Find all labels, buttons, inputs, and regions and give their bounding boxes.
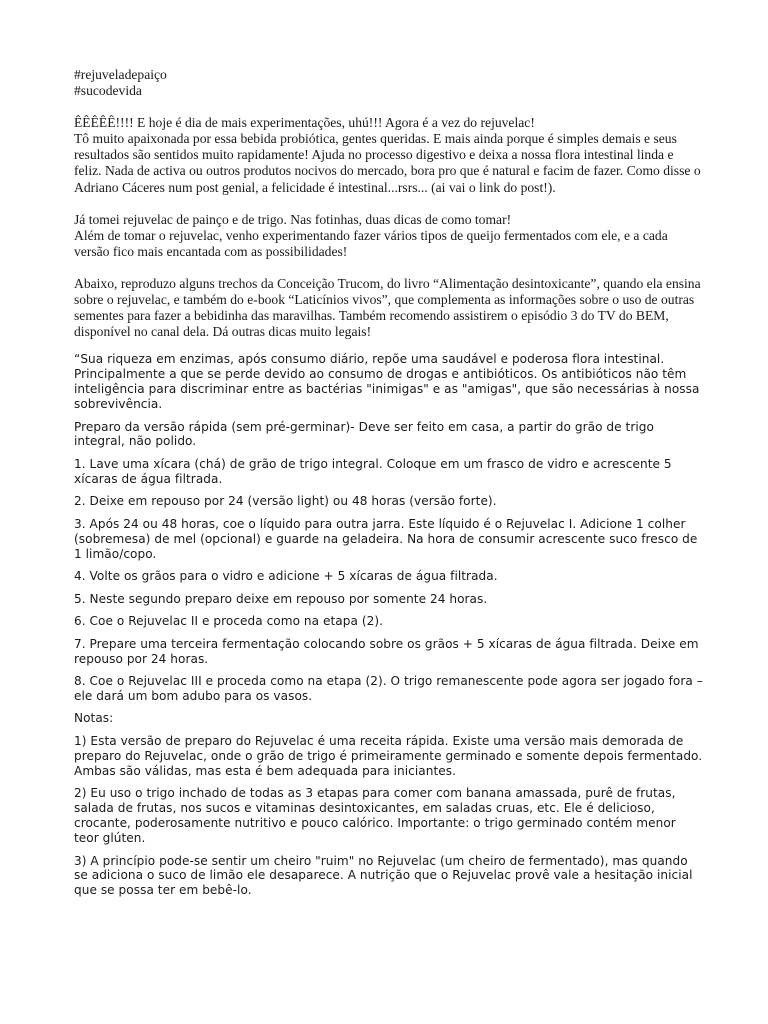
document-page [74, 67, 704, 906]
note-item: 3) A princípio pode-se sentir um cheiro "ruim" no Rejuvelac (um cheiro de fermentado), mas quando se adiciona o suco de limão ele desaparece. A nutrição que o Rejuvelac provê vale a hesitação inicial que se possa ter em bebê-lo. [74, 853, 693, 898]
quote-paragraph: Preparo da versão rápida (sem pré-germinar)- Deve ser feito em casa, a partir do grão de trigo integral, não polido. [74, 419, 654, 449]
hashtag-rejuveladepainco: #rejuveladepaiço [74, 67, 167, 82]
note-item: 2) Eu uso o trigo inchado de todas as 3 etapas para comer com banana amassada, purê de frutas, salada de frutas, nos sucos e vitaminas desintoxicantes, em saladas cruas, etc. Ele é delicioso, crocante, poderosamente nutritivo e pouco calórico. Importante: o trigo germinado contém menor teor glúten. [74, 786, 676, 845]
intro-paragraph: Abaixo, reproduzo alguns trechos da Conceição Trucom, do livro “Alimentação desintoxicante”, quando ela ensina sobre o rejuvelac, e também do e-book “Laticínios vivos”, que complementa as informações sobre o uso de outras sementes para fazer a bebidinha das maravilhas. Também recomendo assistirem o episódio 3 do TV do BEM, disponível no canal dela. Dá outras dicas muito legais! [74, 275, 701, 340]
intro-paragraph: ÊÊÊÊÊ!!!! E hoje é dia de mais experimentações, uhú!!! Agora é a vez do rejuvelac! Tô muito apaixonada por essa bebida probiótica, gentes queridas. E mais ainda porque é simples demais e seus resultados são sentidos muito rapidamente! Ajuda no processo digestivo e deixa a nossa flora intestinal linda e feliz. Nada de activa ou outros produtos nocivos do mercado, bora pro que é natural e facim de fazer. Como disse o Adriano Cáceres num post genial, a felicidade é intestinal...rsrs... (ai vai o link do post!). [74, 115, 701, 195]
step-item: 8. Coe o Rejuvelac III e proceda como na etapa (2). O trigo remanescente pode agora ser jogado fora – ele dará um bom adubo para os vasos. [74, 674, 703, 703]
step-item: 1. Lave uma xícara (chá) de grão de trigo integral. Coloque em um frasco de vidro e acrescente 5 xícaras de água filtrada. [74, 456, 672, 486]
hashtags [74, 67, 704, 99]
quote-paragraph: “Sua riqueza em enzimas, após consumo diário, repõe uma saudável e poderosa flora intestinal. Principalmente a que se perde devido ao consumo de drogas e antibióticos. Os antibióticos não têm inteligência para discriminar entre as bactérias "inimigas" e as "amigas", que são necessárias à nossa sobrevivência. [74, 352, 700, 412]
notes-heading: Notas: [74, 711, 114, 726]
step-item: 3. Após 24 ou 48 horas, coe o líquido para outra jarra. Este líquido é o Rejuvelac I. Adicione 1 colher (sobremesa) de mel (opcional) e guarde na geladeira. Na hora de consumir acrescente suco fresco de 1 limão/copo. [74, 516, 698, 561]
note-item: 1) Esta versão de preparo do Rejuvelac é uma receita rápida. Existe uma versão mais demorada de preparo do Rejuvelac, onde o grão de trigo é primeiramente germinado e somente depois fermentado. Ambas são válidas, mas esta é bem adequada para iniciantes. [74, 733, 703, 778]
step-item: 6. Coe o Rejuvelac II e proceda como na etapa (2). [74, 614, 383, 629]
step-item: 4. Volte os grãos para o vidro e adicione + 5 xícaras de água filtrada. [74, 569, 498, 584]
step-item: 2. Deixe em repouso por 24 (versão light) ou 48 horas (versão forte). [74, 494, 497, 509]
step-item: 5. Neste segundo preparo deixe em repouso por somente 24 horas. [74, 591, 488, 606]
quote-section [74, 352, 704, 898]
intro-paragraph: Já tomei rejuvelac de painço e de trigo. Nas fotinhas, duas dicas de como tomar! Além de tomar o rejuvelac, venho experimentando fazer vários tipos de queijo fermentados com ele, e a cada versão fico mais encantada com as possibilidades! [74, 211, 668, 259]
intro-section [74, 115, 704, 340]
step-item: 7. Prepare uma terceira fermentação colocando sobre os grãos + 5 xícaras de água filtrada. Deixe em repouso por 24 horas. [74, 636, 699, 666]
hashtag-sucodevida: #sucodevida [74, 83, 142, 99]
